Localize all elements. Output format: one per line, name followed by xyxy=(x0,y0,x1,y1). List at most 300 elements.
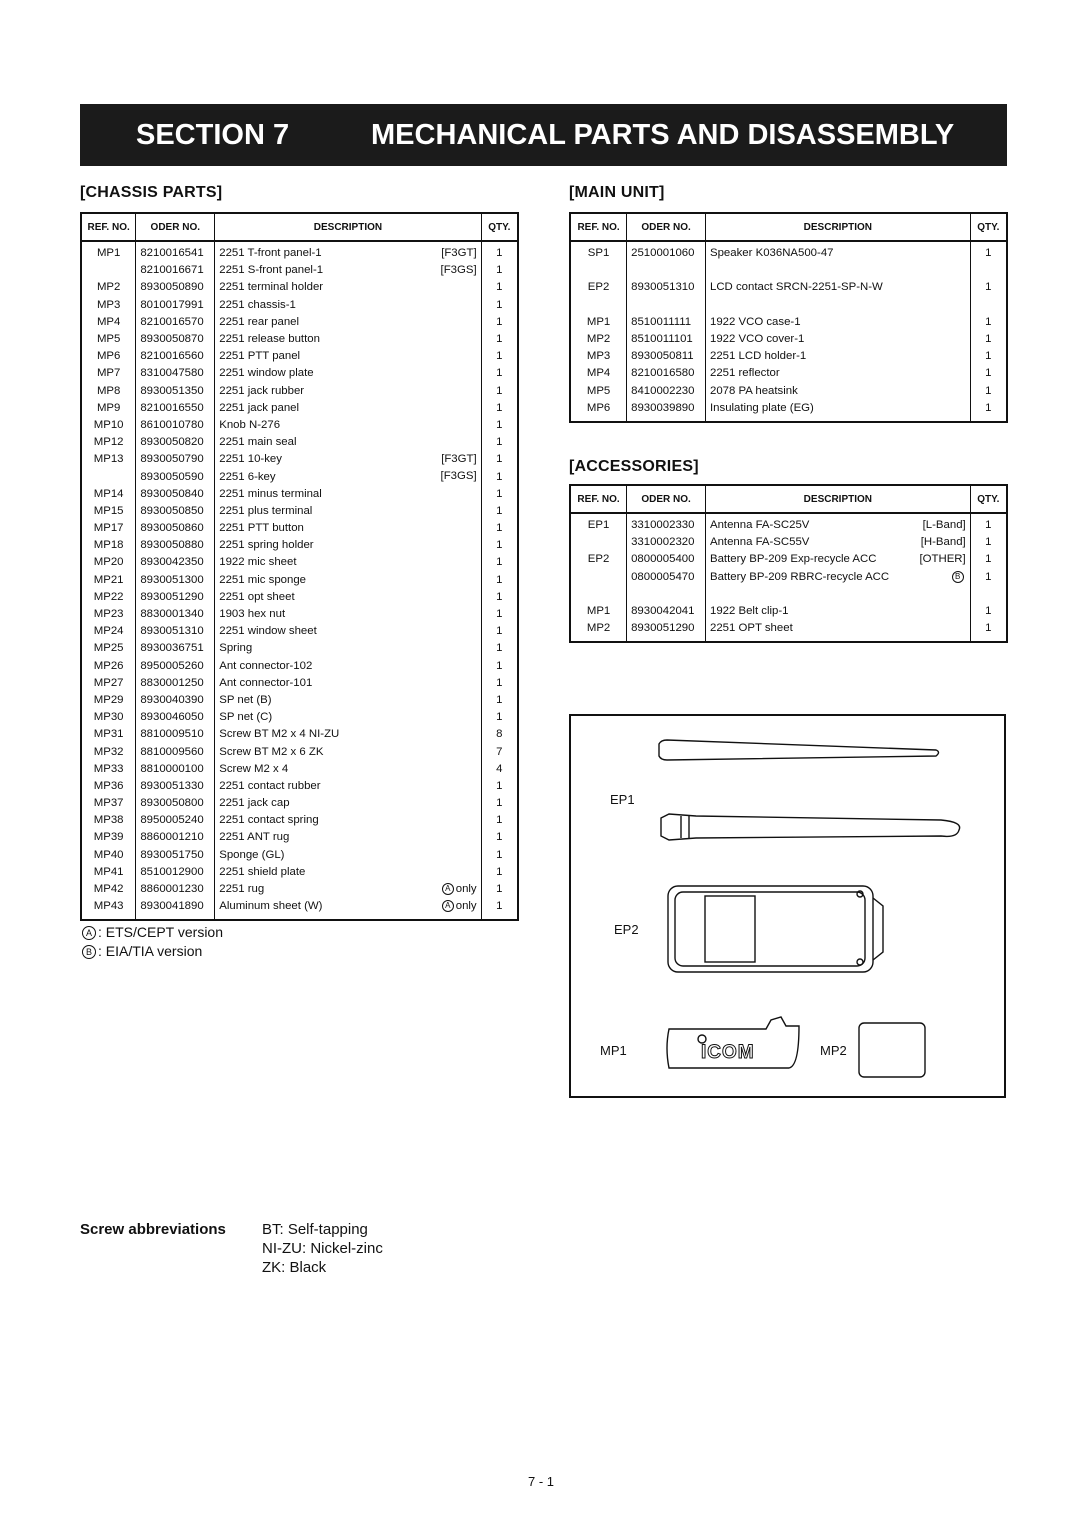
cell-ref-no: MP21 xyxy=(81,572,136,589)
screw-line-bt: BT: Self-tapping xyxy=(262,1221,368,1238)
description-text: 2251 6-key xyxy=(219,470,276,483)
cell-qty: 1 xyxy=(481,709,518,726)
legend-a-text: : ETS/CEPT version xyxy=(98,924,224,940)
cell-oder-no: 8930046050 xyxy=(136,709,215,726)
cell-oder-no xyxy=(627,297,706,314)
cell-qty xyxy=(970,297,1007,314)
cell-description xyxy=(215,795,481,812)
table-row xyxy=(81,572,518,589)
cell-description xyxy=(215,623,481,640)
cell-oder-no: 8950005260 xyxy=(136,658,215,675)
description-text: 2251 jack rubber xyxy=(219,384,305,397)
description-text: 2251 window plate xyxy=(219,367,314,380)
cell-qty: 1 xyxy=(970,279,1007,296)
table-row xyxy=(570,534,1007,551)
table-row xyxy=(81,348,518,365)
cell-qty: 1 xyxy=(481,348,518,365)
description-text: 1922 VCO case-1 xyxy=(710,315,801,328)
cell-ref-no xyxy=(570,534,627,551)
cell-ref-no: MP2 xyxy=(570,331,627,348)
mark-a-icon: A xyxy=(82,926,96,940)
cell-qty: 1 xyxy=(970,620,1007,637)
cell-description xyxy=(215,241,481,262)
cell-oder-no: 8930050811 xyxy=(627,348,706,365)
description-text: 2251 window sheet xyxy=(219,625,317,638)
variant-note xyxy=(952,569,966,586)
cell-oder-no: 8010017991 xyxy=(136,297,215,314)
col-oder-no: ODER NO. xyxy=(136,213,215,241)
cell-description xyxy=(215,761,481,778)
cell-ref-no: MP20 xyxy=(81,554,136,571)
screw-line-zk: ZK: Black xyxy=(262,1259,327,1276)
cell-description xyxy=(706,241,971,262)
description-text: Antenna FA-SC25V xyxy=(709,519,810,532)
description-text: Screw M2 x 4 xyxy=(219,762,289,775)
chassis-parts-table xyxy=(80,212,519,921)
variant-note: [F3GT] xyxy=(441,247,477,259)
cell-qty: 1 xyxy=(481,795,518,812)
table-row xyxy=(81,297,518,314)
cell-ref-no: MP14 xyxy=(81,486,136,503)
description-text: 2251 OPT sheet xyxy=(709,622,793,635)
description-text: Ant connector-102 xyxy=(219,659,313,672)
table-row xyxy=(81,262,518,279)
mp2-label: MP2 xyxy=(820,1043,847,1058)
cell-description xyxy=(215,812,481,829)
cell-ref-no: MP29 xyxy=(81,692,136,709)
only-text: only xyxy=(455,900,477,913)
cell-ref-no xyxy=(81,468,136,485)
cell-ref-no: MP3 xyxy=(81,297,136,314)
cell-oder-no: 8810000100 xyxy=(136,761,215,778)
cell-ref-no: MP27 xyxy=(81,675,136,692)
description-text: 2251 PTT button xyxy=(219,522,304,535)
cell-ref-no: MP2 xyxy=(570,620,627,637)
table-row xyxy=(570,331,1007,348)
cell-ref-no xyxy=(570,586,627,603)
col-qty: QTY. xyxy=(970,213,1007,241)
table-row xyxy=(81,778,518,795)
cell-ref-no: MP13 xyxy=(81,451,136,468)
cell-oder-no: 8930036751 xyxy=(136,640,215,657)
cell-description xyxy=(215,658,481,675)
cell-oder-no: 8930050870 xyxy=(136,331,215,348)
cell-ref-no: MP39 xyxy=(81,829,136,846)
accessories-illustration xyxy=(569,714,1006,1098)
opt-sheet-icon xyxy=(859,1023,925,1077)
cell-qty: 1 xyxy=(481,279,518,296)
cell-ref-no: MP37 xyxy=(81,795,136,812)
description-text: 2251 shield plate xyxy=(219,865,306,878)
description-text: Insulating plate (EG) xyxy=(710,401,814,414)
cell-oder-no: 8930039890 xyxy=(627,400,706,417)
description-text: 1922 mic sheet xyxy=(219,556,297,569)
description-text: 2251 opt sheet xyxy=(219,590,295,603)
cell-description xyxy=(215,417,481,434)
description-text: LCD contact SRCN-2251-SP-N-W xyxy=(710,281,883,294)
cell-qty: 7 xyxy=(481,743,518,760)
cell-ref-no: MP30 xyxy=(81,709,136,726)
page-number: 7 - 1 xyxy=(528,1474,555,1489)
cell-oder-no: 8930050590 xyxy=(136,468,215,485)
cell-oder-no: 8930042041 xyxy=(627,603,706,620)
table-spacer xyxy=(570,637,1007,642)
cell-description xyxy=(215,572,481,589)
description-text: 2251 mic sponge xyxy=(219,573,306,586)
cell-ref-no: MP6 xyxy=(81,348,136,365)
mark-b-icon: B xyxy=(82,945,96,959)
description-text: 1922 VCO cover-1 xyxy=(710,333,805,346)
variant-note: [F3GS] xyxy=(440,470,477,483)
mark-a-icon: A xyxy=(442,883,454,895)
col-description: DESCRIPTION xyxy=(215,213,481,241)
cell-ref-no: MP42 xyxy=(81,881,136,898)
cell-qty: 1 xyxy=(970,314,1007,331)
col-qty: QTY. xyxy=(481,213,518,241)
cell-ref-no xyxy=(81,262,136,279)
cell-description xyxy=(215,331,481,348)
cell-oder-no: 8830001340 xyxy=(136,606,215,623)
table-row xyxy=(81,881,518,898)
cell-qty: 1 xyxy=(970,331,1007,348)
table-row xyxy=(81,829,518,846)
description-text: 2251 10-key xyxy=(219,453,282,466)
cell-oder-no: 8930051290 xyxy=(627,620,706,637)
table-row xyxy=(81,365,518,382)
section-number: SECTION 7 xyxy=(136,118,290,151)
description-text: 2251 minus terminal xyxy=(219,487,322,500)
table-row xyxy=(81,468,518,485)
cell-ref-no: MP36 xyxy=(81,778,136,795)
mark-b-icon: B xyxy=(952,571,964,583)
table-row xyxy=(570,513,1007,534)
cell-description xyxy=(705,551,970,568)
cell-oder-no: 8930042350 xyxy=(136,554,215,571)
icom-logo: ICOM xyxy=(701,1042,755,1063)
antenna-short-icon xyxy=(659,740,939,760)
cell-description xyxy=(706,314,971,331)
cell-ref-no: MP23 xyxy=(81,606,136,623)
col-ref-no: REF. NO. xyxy=(570,485,627,513)
table-row xyxy=(81,726,518,743)
cell-qty: 1 xyxy=(970,348,1007,365)
description-text: Antenna FA-SC55V xyxy=(709,536,810,549)
variant-note xyxy=(442,898,477,915)
description-text: 2078 PA heatsink xyxy=(710,384,798,397)
cell-description xyxy=(215,503,481,520)
cell-qty: 1 xyxy=(481,692,518,709)
table-row xyxy=(81,241,518,262)
cell-description xyxy=(215,434,481,451)
screw-line-nizu: NI-ZU: Nickel-zinc xyxy=(262,1240,383,1257)
col-description: DESCRIPTION xyxy=(705,485,970,513)
variant-note: [F3GT] xyxy=(441,453,477,466)
cell-ref-no: SP1 xyxy=(570,241,627,262)
cell-qty: 1 xyxy=(481,503,518,520)
table-row xyxy=(81,314,518,331)
cell-oder-no: 8210016541 xyxy=(136,241,215,262)
cell-qty: 1 xyxy=(481,640,518,657)
cell-ref-no: MP40 xyxy=(81,847,136,864)
cell-ref-no: MP31 xyxy=(81,726,136,743)
cell-ref-no: MP15 xyxy=(81,503,136,520)
cell-ref-no: MP26 xyxy=(81,658,136,675)
cell-ref-no: MP6 xyxy=(570,400,627,417)
cell-description xyxy=(215,262,481,279)
cell-description xyxy=(215,554,481,571)
cell-description xyxy=(215,847,481,864)
cell-oder-no: 8930050840 xyxy=(136,486,215,503)
description-text: Aluminum sheet (W) xyxy=(219,900,323,913)
table-row xyxy=(81,675,518,692)
section-banner xyxy=(80,104,1007,166)
description-text: Speaker K036NA500-47 xyxy=(710,247,834,260)
table-row xyxy=(570,383,1007,400)
table-row xyxy=(570,241,1007,262)
cell-qty: 1 xyxy=(481,468,518,485)
cell-description xyxy=(706,348,971,365)
cell-description xyxy=(215,486,481,503)
description-text: 2251 jack panel xyxy=(219,401,300,414)
table-row xyxy=(81,279,518,296)
cell-ref-no: MP10 xyxy=(81,417,136,434)
table-row xyxy=(81,623,518,640)
cell-oder-no: 8210016550 xyxy=(136,400,215,417)
description-text: 2251 contact rubber xyxy=(219,779,321,792)
chassis-parts-heading: [CHASSIS PARTS] xyxy=(80,184,223,201)
cell-qty: 1 xyxy=(481,658,518,675)
cell-qty: 1 xyxy=(970,534,1007,551)
cell-qty: 1 xyxy=(970,400,1007,417)
cell-qty: 1 xyxy=(481,864,518,881)
cell-ref-no: MP1 xyxy=(570,314,627,331)
description-text: 2251 main seal xyxy=(219,436,297,449)
table-row xyxy=(81,847,518,864)
cell-oder-no: 8930041890 xyxy=(136,898,215,915)
cell-description xyxy=(215,606,481,623)
description-text: 2251 release button xyxy=(219,333,320,346)
mp1-label: MP1 xyxy=(600,1043,627,1058)
table-row xyxy=(81,606,518,623)
description-text: 2251 S-front panel-1 xyxy=(219,264,324,277)
ep2-label: EP2 xyxy=(614,922,639,937)
col-ref-no: REF. NO. xyxy=(81,213,136,241)
cell-description xyxy=(215,314,481,331)
cell-oder-no: 3310002320 xyxy=(627,534,706,551)
cell-oder-no: 8930051290 xyxy=(136,589,215,606)
col-oder-no: ODER NO. xyxy=(627,485,706,513)
description-text: 1903 hex nut xyxy=(219,608,286,621)
cell-oder-no: 8210016671 xyxy=(136,262,215,279)
cell-qty: 1 xyxy=(970,241,1007,262)
cell-description xyxy=(706,297,971,314)
cell-oder-no: 8510012900 xyxy=(136,864,215,881)
table-row xyxy=(81,434,518,451)
cell-oder-no: 8210016580 xyxy=(627,365,706,382)
cell-qty: 1 xyxy=(481,829,518,846)
variant-note xyxy=(442,881,477,898)
description-text: Sponge (GL) xyxy=(219,848,285,861)
description-text: 2251 LCD holder-1 xyxy=(710,350,807,363)
col-qty: QTY. xyxy=(970,485,1007,513)
cell-oder-no: 8930051750 xyxy=(136,847,215,864)
antenna-long-icon xyxy=(661,814,960,840)
table-row xyxy=(81,537,518,554)
cell-description xyxy=(705,569,970,586)
table-row xyxy=(81,898,518,915)
cell-qty: 1 xyxy=(970,383,1007,400)
description-text: SP net (C) xyxy=(219,711,273,724)
cell-qty: 1 xyxy=(481,898,518,915)
cell-qty: 1 xyxy=(481,572,518,589)
cell-qty: 1 xyxy=(481,417,518,434)
cell-description xyxy=(705,586,970,603)
description-text: 2251 jack cap xyxy=(219,797,290,810)
legend-a xyxy=(82,924,223,940)
cell-oder-no: 8930051330 xyxy=(136,778,215,795)
cell-qty: 1 xyxy=(481,589,518,606)
table-row xyxy=(81,331,518,348)
table-row xyxy=(570,348,1007,365)
col-description: DESCRIPTION xyxy=(706,213,971,241)
description-text: 2251 rug xyxy=(219,883,265,896)
table-row xyxy=(81,417,518,434)
cell-description xyxy=(215,726,481,743)
description-text: Ant connector-101 xyxy=(219,676,313,689)
cell-oder-no: 8930051310 xyxy=(627,279,706,296)
cell-qty xyxy=(970,586,1007,603)
cell-oder-no: 8930050800 xyxy=(136,795,215,812)
cell-oder-no: 8950005240 xyxy=(136,812,215,829)
description-text: Battery BP-209 RBRC-recycle ACC xyxy=(709,570,890,583)
cell-oder-no: 8930040390 xyxy=(136,692,215,709)
table-row xyxy=(81,383,518,400)
table-row xyxy=(570,365,1007,382)
cell-ref-no: MP22 xyxy=(81,589,136,606)
variant-note: [F3GS] xyxy=(440,264,477,277)
cell-description xyxy=(215,675,481,692)
cell-description xyxy=(215,692,481,709)
cell-oder-no: 8930050860 xyxy=(136,520,215,537)
cell-ref-no: MP18 xyxy=(81,537,136,554)
cell-qty: 1 xyxy=(481,537,518,554)
cell-ref-no: MP4 xyxy=(570,365,627,382)
table-row xyxy=(570,262,1007,279)
variant-note: [OTHER] xyxy=(919,553,966,566)
cell-description xyxy=(215,468,481,485)
cell-oder-no: 8930050850 xyxy=(136,503,215,520)
description-text: 2251 T-front panel-1 xyxy=(219,247,322,260)
cell-description xyxy=(215,520,481,537)
table-row xyxy=(81,520,518,537)
only-text: only xyxy=(455,882,477,895)
cell-description xyxy=(215,451,481,468)
cell-qty: 1 xyxy=(481,881,518,898)
cell-qty: 1 xyxy=(481,812,518,829)
table-row xyxy=(570,297,1007,314)
description-text: 2251 rear panel xyxy=(219,315,300,328)
table-row xyxy=(570,586,1007,603)
cell-qty: 1 xyxy=(481,241,518,262)
table-row xyxy=(570,620,1007,637)
cell-description xyxy=(215,348,481,365)
table-row xyxy=(570,569,1007,586)
cell-qty: 1 xyxy=(970,513,1007,534)
cell-description xyxy=(705,513,970,534)
cell-qty: 1 xyxy=(970,603,1007,620)
table-row xyxy=(570,314,1007,331)
description-text: 2251 spring holder xyxy=(219,539,314,552)
cell-oder-no: 8930050890 xyxy=(136,279,215,296)
table-row xyxy=(570,551,1007,568)
cell-oder-no: 8860001210 xyxy=(136,829,215,846)
cell-ref-no: MP43 xyxy=(81,898,136,915)
table-spacer xyxy=(570,417,1007,422)
cell-oder-no: 8830001250 xyxy=(136,675,215,692)
cell-oder-no: 8510011101 xyxy=(627,331,706,348)
description-text: Battery BP-209 Exp-recycle ACC xyxy=(709,553,877,566)
description-text: 2251 ANT rug xyxy=(219,831,290,844)
description-text: Screw BT M2 x 6 ZK xyxy=(219,745,324,758)
cell-qty: 1 xyxy=(481,451,518,468)
accessories-heading: [ACCESSORIES] xyxy=(569,458,699,475)
cell-description xyxy=(705,603,970,620)
cell-oder-no: 8210016560 xyxy=(136,348,215,365)
cell-description xyxy=(215,709,481,726)
cell-oder-no: 8310047580 xyxy=(136,365,215,382)
cell-description xyxy=(705,620,970,637)
cell-description xyxy=(215,743,481,760)
cell-qty: 1 xyxy=(481,365,518,382)
table-row xyxy=(570,279,1007,296)
table-row xyxy=(81,864,518,881)
section-title: MECHANICAL PARTS AND DISASSEMBLY xyxy=(371,118,955,151)
mark-a-icon: A xyxy=(442,900,454,912)
cell-qty: 1 xyxy=(970,569,1007,586)
col-ref-no: REF. NO. xyxy=(570,213,627,241)
cell-description xyxy=(215,829,481,846)
accessories-table xyxy=(569,484,1008,643)
table-row xyxy=(570,603,1007,620)
col-oder-no: ODER NO. xyxy=(627,213,706,241)
cell-oder-no: 2510001060 xyxy=(627,241,706,262)
cell-ref-no: MP1 xyxy=(570,603,627,620)
cell-ref-no: MP5 xyxy=(81,331,136,348)
cell-ref-no: MP17 xyxy=(81,520,136,537)
variant-note: [H-Band] xyxy=(920,536,966,549)
table-row xyxy=(81,812,518,829)
cell-oder-no: 8410002230 xyxy=(627,383,706,400)
description-text: Screw BT M2 x 4 NI-ZU xyxy=(219,728,340,741)
cell-description xyxy=(215,881,481,898)
cell-qty xyxy=(970,262,1007,279)
battery-icon xyxy=(668,886,873,972)
cell-ref-no: MP3 xyxy=(570,348,627,365)
cell-oder-no: 8930050820 xyxy=(136,434,215,451)
cell-oder-no: 8510011111 xyxy=(627,314,706,331)
cell-description xyxy=(706,400,971,417)
description-text: SP net (B) xyxy=(219,693,272,706)
description-text: 2251 chassis-1 xyxy=(219,298,296,311)
cell-description xyxy=(706,331,971,348)
cell-oder-no: 3310002330 xyxy=(627,513,706,534)
cell-ref-no: MP38 xyxy=(81,812,136,829)
cell-description xyxy=(705,534,970,551)
table-row xyxy=(81,795,518,812)
cell-qty: 1 xyxy=(970,551,1007,568)
cell-description xyxy=(215,365,481,382)
cell-description xyxy=(706,279,971,296)
